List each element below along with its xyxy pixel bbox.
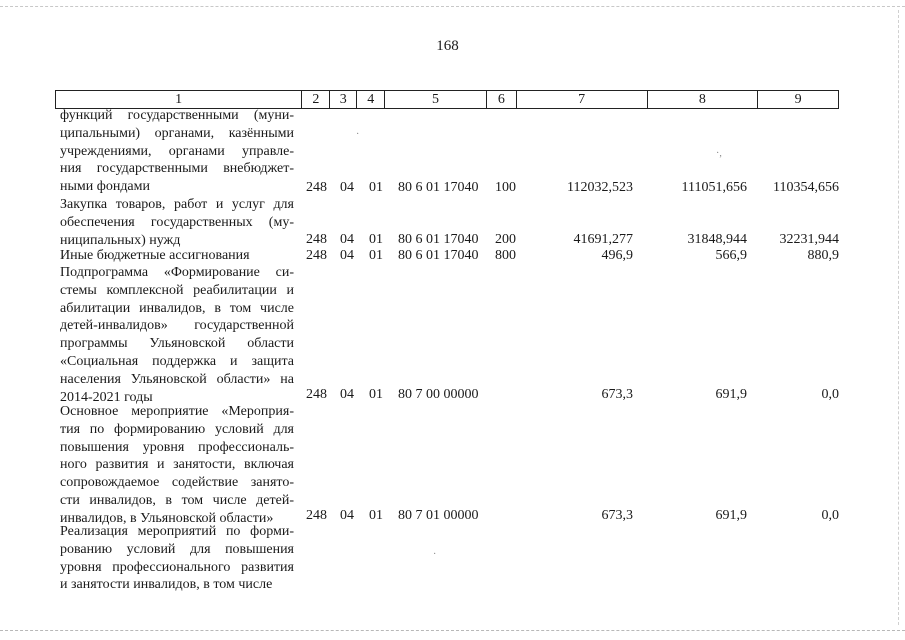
cell-amount-year1: 496,9: [601, 248, 633, 263]
header-col-6: 6: [487, 91, 517, 108]
page-number: 168: [436, 38, 459, 54]
desc-line: ными фондами: [60, 179, 151, 195]
cell-ministry-code: 248: [306, 387, 327, 402]
desc-line: сти инвалидов, в том числе детей-: [60, 492, 294, 508]
desc-line: ципальными) органами, казёнными: [60, 125, 294, 141]
header-col-2: 2: [302, 91, 330, 108]
cell-subsection: 01: [369, 232, 383, 247]
scan-edge-top: [0, 6, 905, 7]
header-col-8: 8: [648, 91, 759, 108]
row-description: [60, 523, 294, 594]
desc-line: тия по формированию условий для: [60, 421, 294, 437]
cell-expense-type: 200: [495, 232, 516, 247]
row-values: [0, 386, 905, 404]
cell-target-article: 80 6 01 17040: [398, 180, 479, 195]
desc-line: инвалидов, в Ульяновской области»: [60, 510, 274, 526]
cell-subsection: 01: [369, 248, 383, 263]
desc-line: обеспечения государственных (му-: [60, 214, 294, 230]
cell-amount-year3: 110354,656: [773, 180, 839, 195]
cell-expense-type: 800: [495, 248, 516, 263]
cell-amount-year2: 566,9: [715, 248, 747, 263]
cell-amount-year1: 41691,277: [573, 232, 633, 247]
cell-target-article: 80 7 00 00000: [398, 387, 479, 402]
desc-line: Подпрограмма «Формирование си-: [60, 265, 294, 280]
desc-line: Закупка товаров, работ и услуг для: [60, 197, 294, 212]
desc-line: функций государственными (муни-: [60, 108, 294, 123]
cell-section: 04: [340, 232, 354, 247]
cell-amount-year1: 673,3: [601, 508, 633, 523]
desc-line: 2014-2021 годы: [60, 389, 153, 405]
cell-amount-year2: 691,9: [715, 387, 747, 402]
scan-speck: ·: [433, 549, 437, 560]
cell-amount-year3: 0,0: [821, 387, 839, 402]
cell-amount-year1: 673,3: [601, 387, 633, 402]
cell-amount-year2: 111051,656: [681, 180, 747, 195]
cell-target-article: 80 7 01 00000: [398, 508, 479, 523]
desc-line: детей-инвалидов» государственной: [60, 318, 294, 334]
desc-line: абилитации инвалидов, в том числе: [60, 300, 294, 316]
cell-ministry-code: 248: [306, 508, 327, 523]
desc-line: Основное мероприятие «Мероприя-: [60, 404, 294, 419]
cell-amount-year3: 880,9: [807, 248, 839, 263]
desc-line: уровня профессионального развития: [60, 559, 294, 575]
cell-section: 04: [340, 387, 354, 402]
desc-line: сопровождаемое содействие занято-: [60, 475, 294, 491]
cell-expense-type: 100: [495, 180, 516, 195]
header-col-3: 3: [330, 91, 357, 108]
header-col-4: 4: [357, 91, 385, 108]
cell-subsection: 01: [369, 508, 383, 523]
scan-edge-bottom: [0, 630, 905, 631]
desc-line: ного развития и занятости, включая: [60, 457, 294, 473]
desc-line: стемы комплексной реабилитации и: [60, 282, 294, 298]
scan-speck: ·,: [716, 148, 722, 159]
header-col-7: 7: [517, 91, 648, 108]
header-col-5: 5: [385, 91, 487, 108]
desc-line: рованию условий для повышения: [60, 541, 294, 557]
cell-section: 04: [340, 508, 354, 523]
desc-line: ния государственными внебюджет-: [60, 161, 294, 177]
row-values: [0, 179, 905, 197]
cell-section: 04: [340, 180, 354, 195]
cell-subsection: 01: [369, 180, 383, 195]
cell-target-article: 80 6 01 17040: [398, 232, 479, 247]
row-values: [0, 247, 905, 265]
header-col-1: 1: [56, 91, 302, 108]
cell-section: 04: [340, 248, 354, 263]
desc-line: Иные бюджетные ассигнования: [60, 248, 250, 263]
desc-line: ниципальных) нужд: [60, 232, 181, 248]
scan-speck: ·: [356, 129, 360, 140]
desc-line: населения Ульяновской области» на: [60, 371, 294, 387]
cell-amount-year3: 0,0: [821, 508, 839, 523]
desc-line: Реализация мероприятий по форми-: [60, 524, 294, 539]
desc-line: «Социальная поддержка и защита: [60, 353, 294, 369]
cell-ministry-code: 248: [306, 248, 327, 263]
desc-line: учреждениями, органами управле-: [60, 143, 294, 159]
cell-ministry-code: 248: [306, 232, 327, 247]
cell-subsection: 01: [369, 387, 383, 402]
cell-amount-year2: 31848,944: [687, 232, 747, 247]
scan-edge-right: [898, 10, 899, 625]
desc-line: программы Ульяновской области: [60, 336, 294, 352]
cell-amount-year1: 112032,523: [567, 180, 633, 195]
cell-target-article: 80 6 01 17040: [398, 248, 479, 263]
cell-ministry-code: 248: [306, 180, 327, 195]
header-col-9: 9: [794, 92, 802, 107]
cell-amount-year3: 32231,944: [779, 232, 839, 247]
desc-line: повышения уровня профессиональ-: [60, 439, 294, 455]
desc-line: и занятости инвалидов, в том числе: [60, 577, 273, 593]
cell-amount-year2: 691,9: [715, 508, 747, 523]
